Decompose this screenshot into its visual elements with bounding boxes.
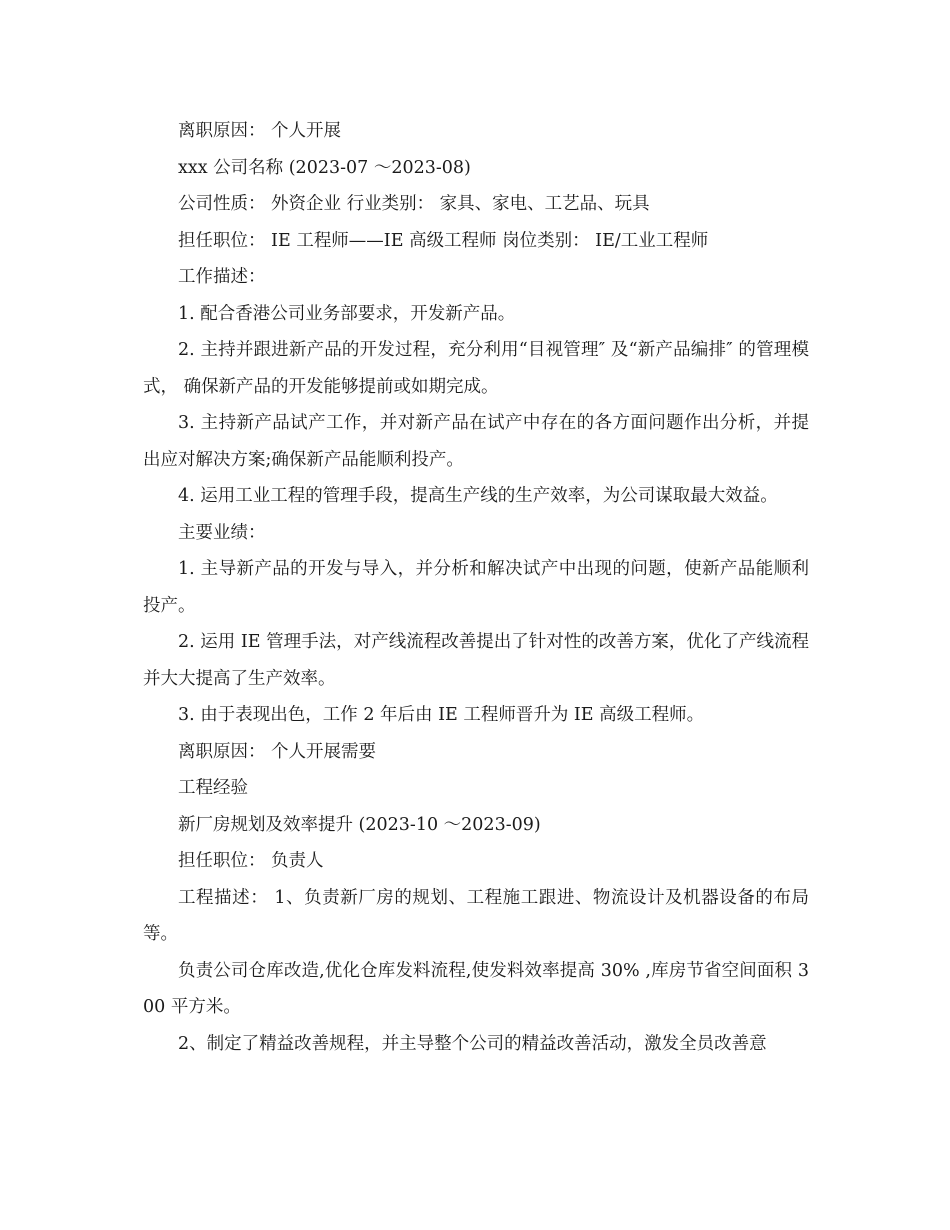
paragraph-duty-4: 4. 运用工业工程的管理手段，提高生产线的生产效率，为公司谋取最大效益。	[178, 486, 778, 506]
paragraph-achievement-3: 3. 由于表现出色，工作 2 年后由 IE 工程师晋升为 IE 高级工程师。	[178, 705, 705, 725]
paragraph-position: 担任职位： IE 工程师——IE 高级工程师 岗位类别： IE/工业工程师	[178, 230, 709, 251]
paragraph-project-warehouse: 负责公司仓库改造,优化仓库发料流程,使发料效率提高 30% ,库房节省空间面积 300 平方米。	[143, 960, 809, 1017]
paragraph-duty-1: 1. 配合香港公司业务部要求，开发新产品。	[178, 303, 516, 324]
paragraph-company-nature: 公司性质： 外资企业 行业类别： 家具、家电、工艺品、玩具	[178, 194, 650, 214]
paragraph-project-description-2: 2、制定了精益改善规程，并主导整个公司的精益改善活动，激发全员改善意	[178, 1033, 767, 1054]
paragraph-achievements-heading: 主要业绩：	[178, 522, 266, 543]
paragraph-leave-reason-2: 离职原因： 个人开展需要	[178, 741, 377, 762]
paragraph-duty-2: 2. 主持并跟进新产品的开发过程，充分利用“目视管理″ 及“新产品编排″ 的管理模式， 确保新产品的开发能够提前或如期完成。	[143, 340, 809, 397]
paragraph-project-position: 担任职位： 负责人	[178, 851, 324, 871]
document-body	[143, 113, 809, 1062]
paragraph-project-experience-heading: 工程经验	[178, 778, 248, 798]
paragraph-project-description-1: 工程描述： 1、负责新厂房的规划、工程施工跟进、物流设计及机器设备的布局等。	[143, 887, 809, 944]
paragraph-job-description-heading: 工作描述：	[178, 267, 266, 287]
paragraph-leave-reason-1: 离职原因： 个人开展	[178, 121, 342, 141]
paragraph-achievement-2: 2. 运用 IE 管理手法，对产线流程改善提出了针对性的改善方案，优化了产线流程并大大提高了生产效率。	[143, 632, 809, 689]
paragraph-duty-3: 3. 主持新产品试产工作，并对新产品在试产中存在的各方面问题作出分析，并提出应对解决方案;确保新产品能顺利投产。	[143, 413, 809, 470]
paragraph-project-title: 新厂房规划及效率提升 (2023-10 ～2023-09)	[178, 814, 541, 835]
paragraph-achievement-1: 1. 主导新产品的开发与导入，并分析和解决试产中出现的问题，使新产品能顺利投产。	[143, 559, 809, 616]
paragraph-company-name: xxx 公司名称 (2023-07 ～2023-08)	[178, 157, 471, 178]
